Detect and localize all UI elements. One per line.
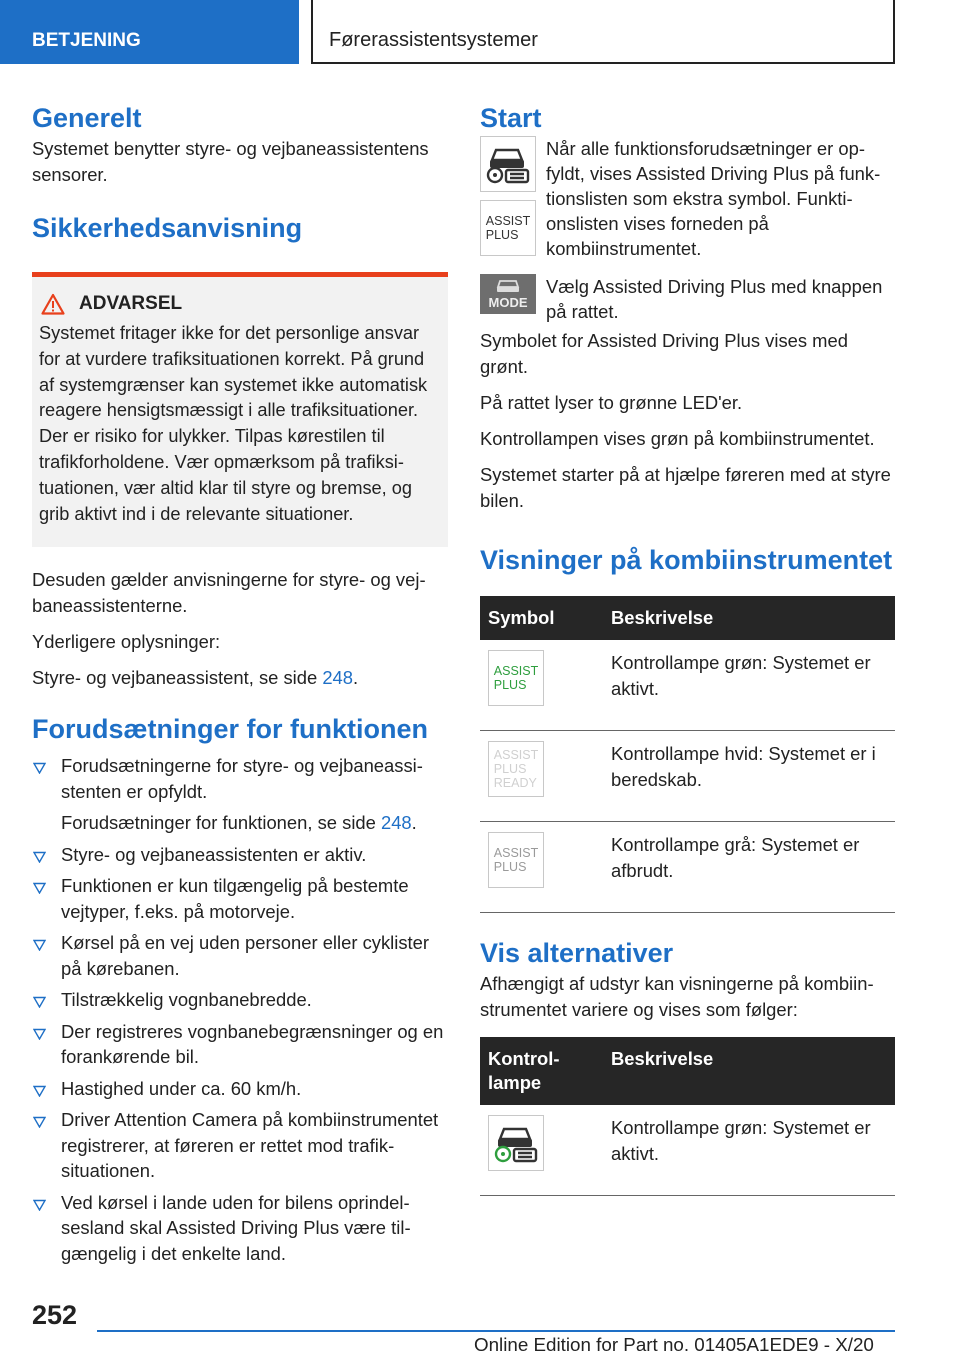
start-p4: Systemet starter på at hjælpe føreren med at styre bilen. <box>480 464 891 511</box>
generelt-text: Systemet benytter styre- og vejbaneassistentens sensorer. <box>32 138 429 185</box>
displays-heading: Visninger på kombiinstrumentet <box>480 545 893 575</box>
table-row: ASSIST PLUS Kontrollampe grå: Systemet er afbrudt. <box>480 822 895 913</box>
warning-text: Systemet fritager ikke for det personlige ansvar for at vurdere trafiksituationen korrekt. På grund af systemgrænser kan systemet ikke automatisk reagere hensigtsmæssigt i alle trafiksituationer. Der er risiko for ulykker. Tilpas kørestilen til trafikforholdene. Vær opmærksom på trafiksituationen, vær altid klar til styre og bremse, og grib aktivt ind i de relevante situationer. <box>39 323 428 524</box>
table-header-row: Kontrollampe Beskrivelse <box>480 1037 895 1105</box>
list-item: Forudsætningerne for styre- og vejbaneassistenten er opfyldt. Forudsætninger for funktionen, se side 248. <box>32 753 448 836</box>
table-header-row: Symbol Beskrivelse <box>480 596 895 640</box>
safety-heading: Sikkerhedsanvisning <box>32 213 303 243</box>
list-item: Der registreres vognbanebegrænsninger og en forankørende bil. <box>32 1019 448 1070</box>
list-item: Funktionen er kun tilgængelig på bestemte vejtyper, f.eks. på motorveje. <box>32 873 448 924</box>
footer-rule <box>97 1330 895 1332</box>
bullet-triangle-icon <box>33 882 46 894</box>
start-p3: Kontrollampen vises grøn på kombiinstrumentet. <box>480 428 875 449</box>
warning-box <box>32 272 448 547</box>
section-title: BETJENING <box>32 30 141 51</box>
warning-label: ADVARSEL <box>79 293 183 314</box>
steering-assist-icon <box>480 136 536 192</box>
bullet-triangle-icon <box>33 851 46 863</box>
start-p2: På rattet lyser to grønne LED'er. <box>480 392 743 413</box>
displays-table <box>480 596 895 913</box>
more-info-text: Yderligere oplysninger: <box>32 631 221 653</box>
list-item: Styre- og vejbaneassistenten er aktiv. <box>32 842 448 868</box>
bullet-triangle-icon <box>33 939 46 951</box>
assist-plus-green-icon: ASSIST PLUS <box>488 650 544 706</box>
alternatives-text: Afhængigt af udstyr kan visningerne på kombiinstrumentet variere og vises som følger: <box>480 973 874 1020</box>
page-link[interactable]: 248 <box>322 667 354 689</box>
start-intro <box>480 136 896 264</box>
table-row: Kontrollampe grøn: Systemet er aktivt. <box>480 1105 895 1196</box>
reference-text: Styre- og vejbaneassistent, se side 248. <box>32 667 359 689</box>
assist-plus-grey-icon: ASSIST PLUS <box>488 832 544 888</box>
table-row: ASSIST PLUS Kontrollampe grøn: Systemet er aktivt. <box>480 640 895 731</box>
alternatives-table <box>480 1037 895 1196</box>
start-heading: Start <box>480 103 542 133</box>
bullet-triangle-icon <box>33 1199 46 1211</box>
assist-plus-ready-icon: ASSIST PLUS READY <box>488 741 544 797</box>
chapter-title: Førerassistentsystemer <box>329 29 538 51</box>
table-row: ASSIST PLUS READY Kontrollampe hvid: Systemet er i beredskab. <box>480 731 895 822</box>
list-item: Tilstrækkelig vognbanebredde. <box>32 987 448 1013</box>
start-p1: Symbolet for Assisted Driving Plus vises med grønt. <box>480 330 848 377</box>
steering-assist-green-icon <box>488 1115 544 1171</box>
mode-button-icon <box>480 274 536 314</box>
list-item: Driver Attention Camera på kombiinstrumentet registrerer, at føreren er rettet mod trafiksituationen. <box>32 1107 448 1184</box>
mode-text: Vælg Assisted Driving Plus med knappen på rattet. <box>546 276 883 322</box>
list-item: Ved kørsel i lande uden for bilens oprindelsesland skal Assisted Driving Plus være tilgængelig i det enkelte land. <box>32 1190 448 1267</box>
alternatives-heading: Vis alternativer <box>480 938 674 968</box>
footer-edition: Online Edition for Part no. 01405A1EDE9 - X/20 <box>474 1334 874 1355</box>
also-text: Desuden gælder anvisningerne for styre- og vejbaneassistenterne. <box>32 569 426 617</box>
right-column <box>480 100 896 1196</box>
page-number: 252 <box>32 1300 78 1330</box>
list-item: Hastighed under ca. 60 km/h. <box>32 1076 448 1102</box>
bullet-triangle-icon <box>33 1116 46 1128</box>
bullet-triangle-icon <box>33 762 46 774</box>
page-link[interactable]: 248 <box>380 812 412 834</box>
start-text: Når alle funktionsforudsætninger er opfyldt, vises Assisted Driving Plus på funktionslisten som ekstra symbol. Funktionslisten vises forneden på kombiinstrumentet. <box>546 138 881 259</box>
svg-text:MODE: MODE <box>488 295 528 310</box>
assist-plus-icon: ASSIST PLUS <box>480 200 536 256</box>
warning-triangle-icon <box>41 293 65 315</box>
bullet-triangle-icon <box>33 996 46 1008</box>
section-tab <box>0 0 299 64</box>
mode-row <box>480 274 896 324</box>
bullet-triangle-icon <box>33 1028 46 1040</box>
left-column <box>32 100 448 1272</box>
generelt-heading: Generelt <box>32 103 142 133</box>
bullet-triangle-icon <box>33 1085 46 1097</box>
prereq-heading: Forudsætninger for funktionen <box>32 714 428 745</box>
chapter-tab <box>311 0 895 64</box>
prereq-list <box>32 753 448 1266</box>
list-item: Kørsel på en vej uden personer eller cyklister på kørebanen. <box>32 930 448 981</box>
warning-title <box>41 293 440 315</box>
